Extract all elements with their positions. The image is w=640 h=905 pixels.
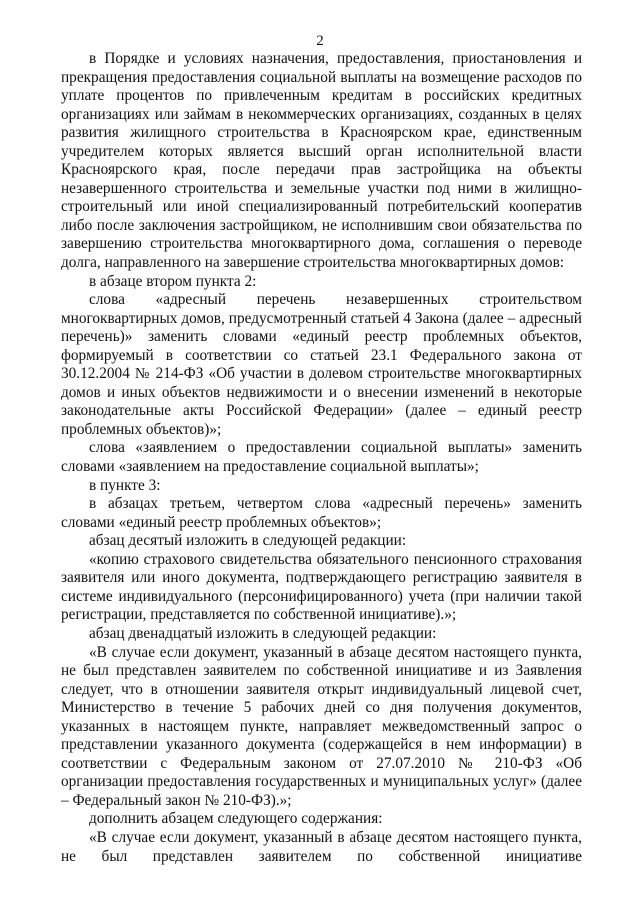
- paragraph: абзац десятый изложить в следующей редакции:: [89, 532, 407, 550]
- paragraph: в абзацах третьем, четвертом слова «адресный перечень» заменить словами «единый реестр проблемных объектов»;: [61, 495, 582, 531]
- paragraph: в Порядке и условиях назначения, предоставления, приостановления и прекращения предоставления социальной выплаты на возмещение расходов по уплате процентов по привлеченным кредитам в российских кредитных организациях или займам в некоммерческих организациях, созданных в целях развития жилищного строительства в Красноярском крае, единственным учредителем которых является высший орган исполнительной власти Красноярского края, после передачи прав застройщика на объекты незавершенного строительства и земельные участки под ними в жилищно-строительный или иной специализированный потребительский кооператив либо после заключения застройщиком, не исполнившим свои обязательства по завершению строительства многоквартирного дома, соглашения о переводе долга, направленного на завершение строительства многоквартирных домов:: [61, 50, 582, 272]
- paragraph: слова «заявлением о предоставлении социальной выплаты» заменить словами «заявлением на предоставление социальной выплаты»;: [61, 439, 582, 476]
- paragraph: «В случае если документ, указанный в абзаце десятом настоящего пункта, не был представлен заявителем по собственной инициативе и из Заявления следует, что в отношении заявителя открыт индивидуальный лицевой счет, Министерство в течение 5 рабочих дней со дня получения документов, указанных в настоящем пункте, направляет межведомственный запрос о представлении указанного документа (содержащейся в нем информации) в соответствии с Федеральным законом от 27.07.2010 № 210-ФЗ «Об организации предоставления государственных и муниципальных услуг» (далее – Федеральный закон № 210-ФЗ).»;: [61, 643, 582, 809]
- page-number: 2: [316, 33, 324, 49]
- paragraph: в пункте 3:: [89, 476, 161, 494]
- document-body: [61, 50, 582, 866]
- paragraph: в абзаце втором пункта 2:: [89, 272, 257, 290]
- paragraph: абзац двенадцатый изложить в следующей редакции:: [89, 624, 437, 642]
- paragraph: «В случае если документ, указанный в абзаце десятом настоящего пункта, не был представлен заявителем по собственной инициативе: [61, 828, 582, 865]
- paragraph: слова «адресный перечень незавершенных строительством многоквартирных домов, предусмотренный статьей 4 Закона (далее – адресный перечень)» заменить словами «единый реестр проблемных объектов, формируемый в соответствии со статьей 23.1 Федерального закона от 30.12.2004 № 214-ФЗ «Об участии в долевом строительстве многоквартирных домов и иных объектов недвижимости и о внесении изменений в некоторые законодательные акты Российской Федерации» (далее – единый реестр проблемных объектов)»;: [61, 291, 582, 438]
- paragraph: дополнить абзацем следующего содержания:: [89, 810, 383, 828]
- paragraph: «копию страхового свидетельства обязательного пенсионного страхования заявителя или иного документа, подтверждающего регистрацию заявителя в системе индивидуального (персонифицированного) учета (при наличии такой регистрации, представляется по собственной инициативе).»;: [61, 550, 582, 624]
